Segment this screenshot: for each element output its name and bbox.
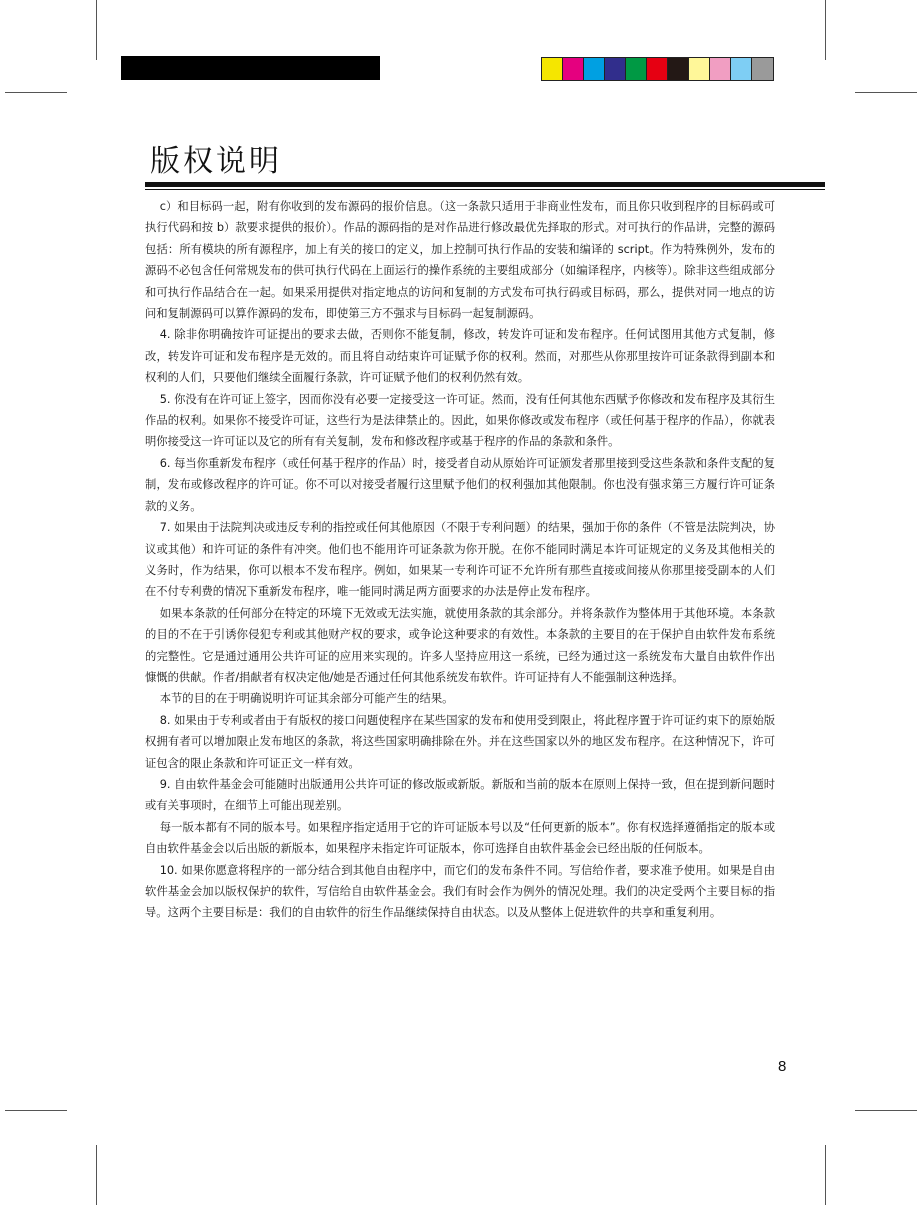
crop-mark-right-lower — [855, 1110, 917, 1111]
paragraph-7: 7. 如果由于法院判决或违反专利的指控或任何其他原因（不限于专利问题）的结果，强加于你的条件（不管是法院判决，协议或其他）和许可证的条件有冲突。他们也不能用许可证条款为你开脱。在你不能同时满足本许可证规定的义务及其他相关的义务时，作为结果，你可以根本不发布程序。例如，如果某一专利许可证不允许所有那些直接或间接从你那里接受副本的人们在不付专利费的情况下重新发布程序，唯一能同时满足两方面要求的办法是停止发布程序。 — [145, 521, 775, 599]
paragraph-6: 6. 每当你重新发布程序（或任何基于程序的作品）时，接受者自动从原始许可证颁发者那里接到受这些条款和条件支配的复制，发布或修改程序的许可证。你不可以对接受者履行这里赋予他们的权利强加其他限制。你也没有强求第三方履行许可证条款的义务。 — [145, 456, 775, 513]
color-swatch — [689, 58, 710, 80]
header-black-bar — [121, 56, 380, 80]
body-text — [145, 196, 775, 924]
color-calibration-strip — [541, 57, 774, 81]
page-title: 版权说明 — [150, 144, 282, 179]
page-number: 8 — [778, 1058, 787, 1075]
crop-mark-left-upper — [5, 92, 67, 93]
color-swatch — [668, 58, 689, 80]
crop-mark-right-upper — [855, 92, 917, 93]
paragraph-7-note: 本节的目的在于明确说明许可证其余部分可能产生的结果。 — [159, 692, 454, 706]
color-swatch — [647, 58, 668, 80]
title-rule-thin — [145, 189, 825, 190]
title-rule-thick — [145, 182, 825, 187]
paragraph-8: 8. 如果由于专利或者由于有版权的接口问题使程序在某些国家的发布和使用受到限止，将此程序置于许可证约束下的原始版权拥有者可以增加限止发布地区的条款，将这些国家明确排除在外。并在这些国家以外的地区发布程序。在这种情况下，许可证包含的限止条款和许可证正文一样有效。 — [145, 713, 775, 770]
paragraph-c: c）和目标码一起，附有你收到的发布源码的报价信息。（这一条款只适用于非商业性发布，而且你只收到程序的目标码或可执行代码和按 b）款要求提供的报价）。作品的源码指的是对作品进行修改最优先择取的形式。对可执行的作品讲，完整的源码包括：所有模块的所有源程序，加上有关的接口的定义，加上控制可执行作品的安装和编译的 script。作为特殊例外，发布的源码不必包含任何常规发布的供可执行代码在上面运行的操作系统的主要组成部分（如编译程序，内核等）。除非这些组成部分和可执行作品结合在一起。如果采用提供对指定地点的访问和复制的方式发布可执行码或目标码，那么，提供对同一地点的访问和复制源码可以算作源码的发布，即使第三方不强求与目标码一起复制源码。 — [145, 200, 775, 321]
crop-mark-bottom-left — [96, 1145, 97, 1205]
color-swatch — [710, 58, 731, 80]
color-swatch — [752, 58, 773, 80]
paragraph-9: 9. 自由软件基金会可能随时出版通用公共许可证的修改版或新版。新版和当前的版本在原则上保持一致，但在提到新问题时或有关事项时，在细节上可能出现差别。 — [145, 777, 775, 813]
paragraph-5: 5. 你没有在许可证上签字，因而你没有必要一定接受这一许可证。然而，没有任何其他东西赋予你修改和发布程序及其衍生作品的权利。如果你不接受许可证，这些行为是法律禁止的。因此，如果你修改或发布程序（或任何基于程序的作品），你就表明你接受这一许可证以及它的所有有关复制，发布和修改程序或基于程序的作品的条款和条件。 — [145, 392, 775, 449]
crop-mark-top-right — [825, 0, 826, 60]
paragraph-7-cont: 如果本条款的任何部分在特定的环境下无效或无法实施，就使用条款的其余部分。并将条款作为整体用于其他环境。本条款的目的不在于引诱你侵犯专利或其他财产权的要求，或争论这种要求的有效性。本条款的主要目的在于保护自由软件发布系统的完整性。它是通过通用公共许可证的应用来实现的。许多人坚持应用这一系统，已经为通过这一系统发布大量自由软件作出慷慨的供献。作者/捐献者有权决定他/她是否通过任何其他系统发布软件。许可证持有人不能强制这种选择。 — [145, 606, 775, 684]
crop-mark-top-left — [96, 0, 97, 60]
color-swatch — [605, 58, 626, 80]
crop-mark-left-lower — [5, 1110, 67, 1111]
crop-mark-bottom-right — [825, 1145, 826, 1205]
color-swatch — [584, 58, 605, 80]
paragraph-4: 4. 除非你明确按许可证提出的要求去做，否则你不能复制，修改，转发许可证和发布程序。任何试图用其他方式复制，修改，转发许可证和发布程序是无效的。而且将自动结束许可证赋予你的权利。然而，对那些从你那里按许可证条款得到副本和权利的人们，只要他们继续全面履行条款，许可证赋予他们的权利仍然有效。 — [145, 328, 775, 385]
paragraph-10: 10. 如果你愿意将程序的一部分结合到其他自由程序中，而它们的发布条件不同。写信给作者，要求准予使用。如果是自由软件基金会加以版权保护的软件，写信给自由软件基金会。我们有时会作为例外的情况处理。我们的决定受两个主要目标的指导。这两个主要目标是：我们的自由软件的衍生作品继续保持自由状态。以及从整体上促进软件的共享和重复利用。 — [145, 863, 775, 920]
paragraph-9-cont: 每一版本都有不同的版本号。如果程序指定适用于它的许可证版本号以及“任何更新的版本”。你有权选择遵循指定的版本或自由软件基金会以后出版的新版本，如果程序未指定许可证版本，你可选择自由软件基金会已经出版的任何版本。 — [145, 820, 775, 856]
color-swatch — [563, 58, 584, 80]
color-swatch — [626, 58, 647, 80]
color-swatch — [731, 58, 752, 80]
color-swatch — [542, 58, 563, 80]
